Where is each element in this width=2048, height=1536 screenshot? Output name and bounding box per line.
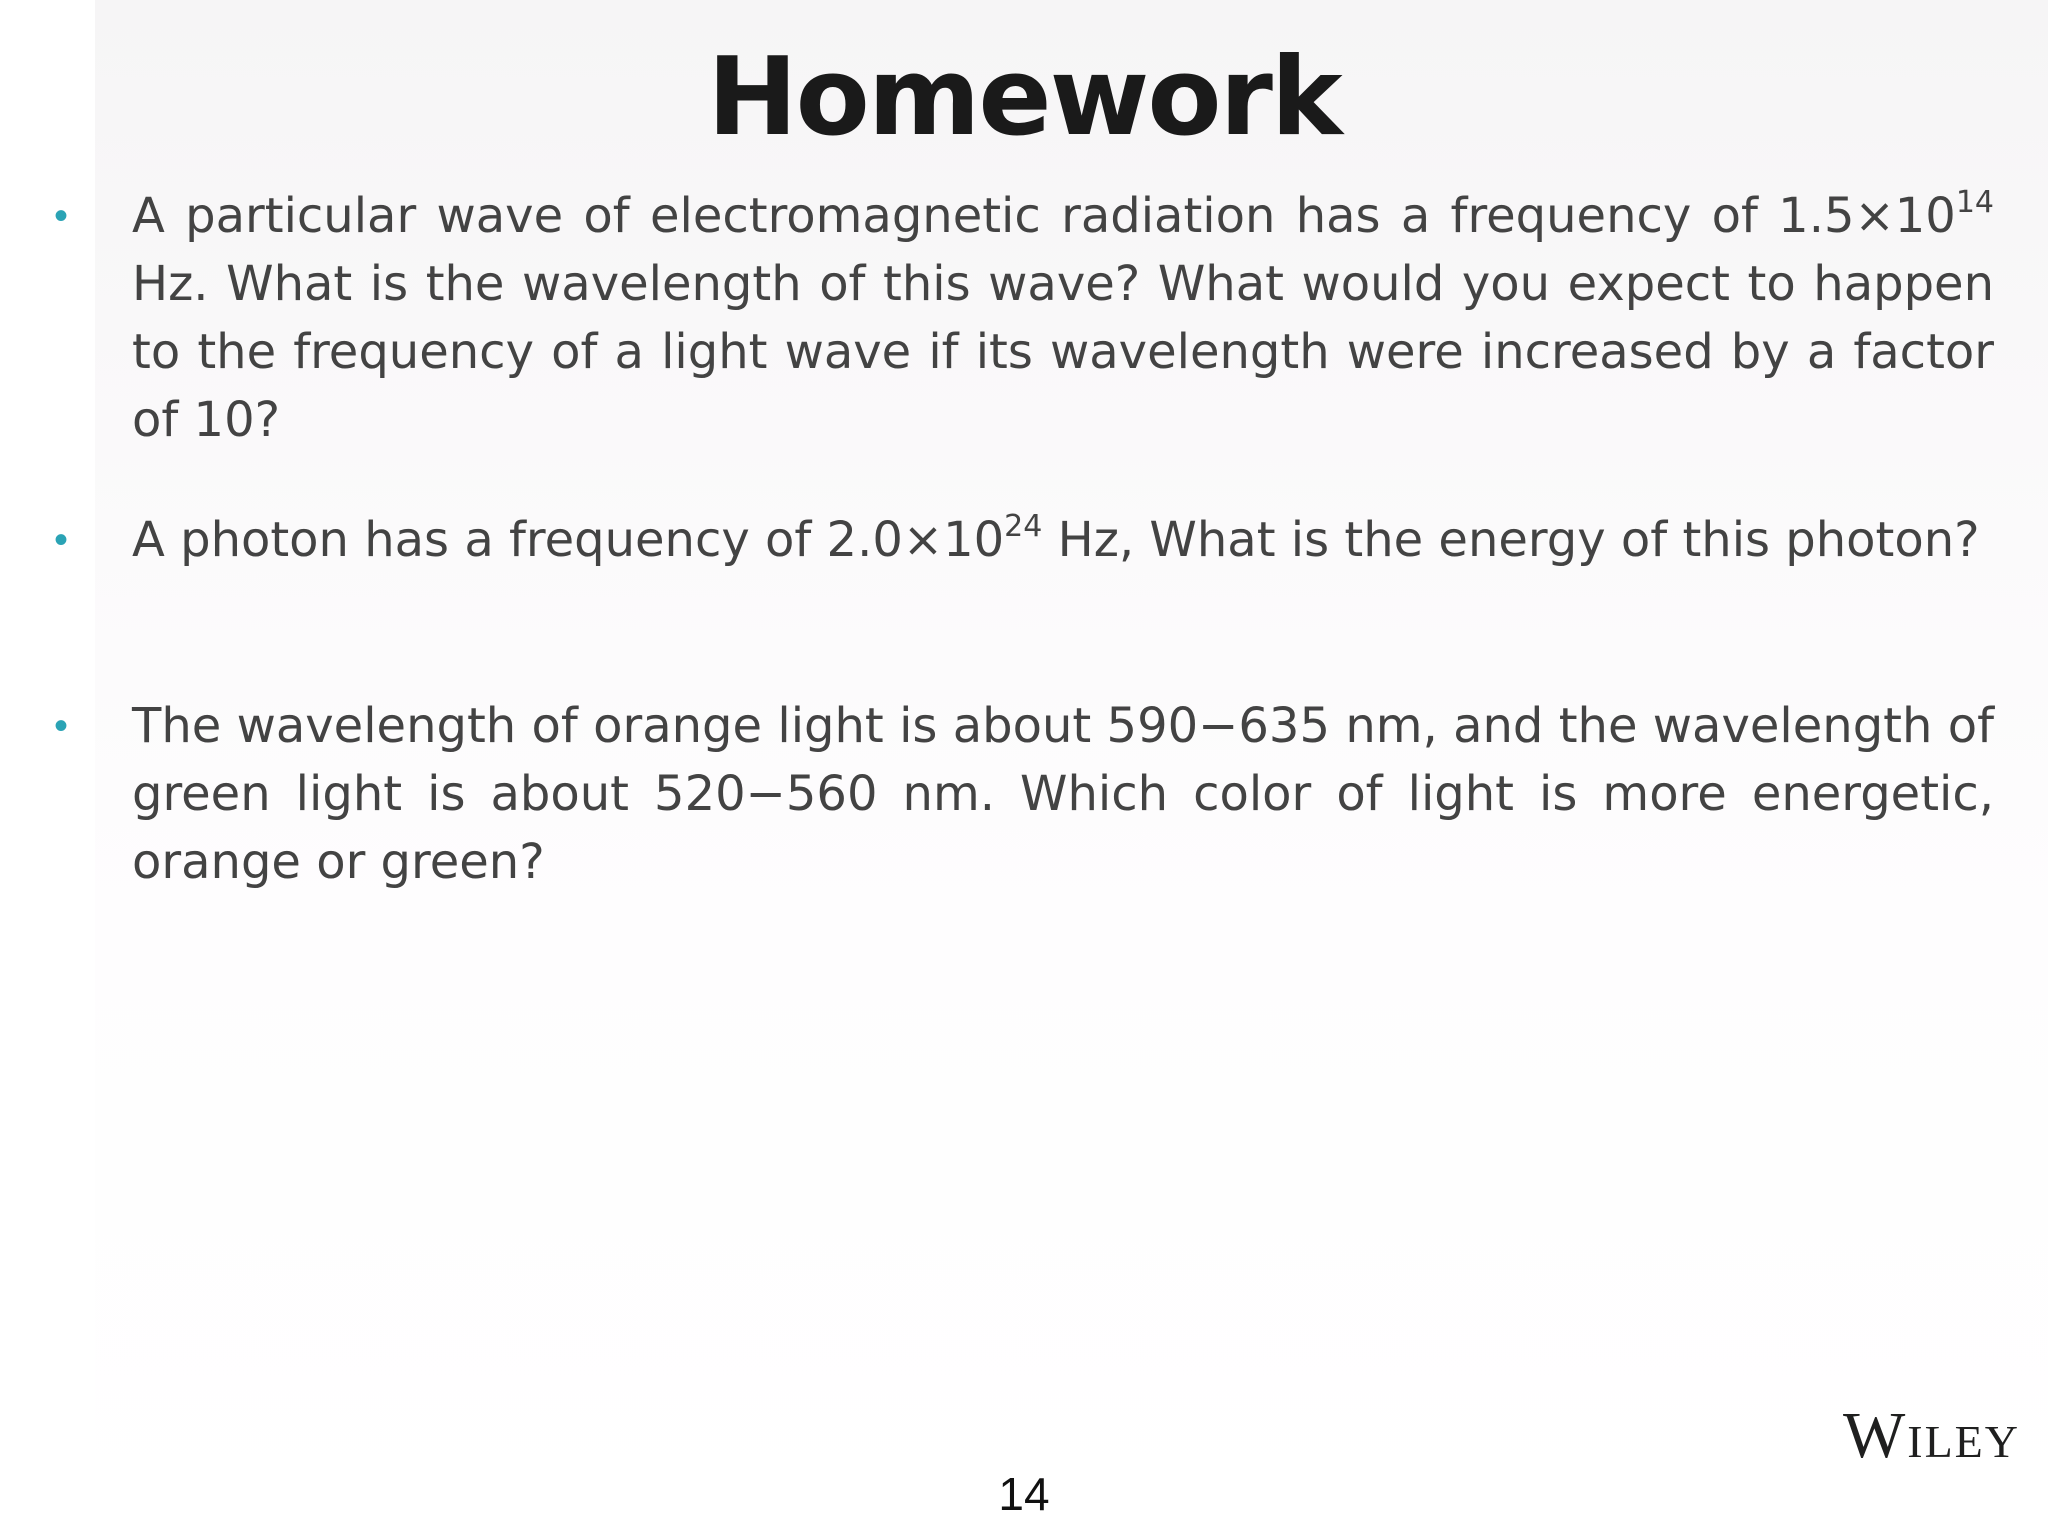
- bullet-text-part: A particular wave of electromagnetic radiation has a frequency of 1.5×10: [132, 188, 1956, 244]
- bullet-dot-icon: •: [54, 704, 69, 748]
- bullet-text-part: A photon has a frequency of 2.0×10: [132, 512, 1005, 568]
- bullet-text: [132, 506, 1994, 574]
- superscript-exponent: 24: [1004, 509, 1043, 544]
- superscript-exponent: 14: [1955, 185, 1994, 220]
- bullet-text-part: Hz, What is the energy of this photon?: [1042, 512, 1980, 568]
- publisher-logo: Wiley: [1842, 1399, 2020, 1472]
- bullet-dot-icon: •: [54, 518, 69, 562]
- slide-title: Homework: [707, 35, 1341, 160]
- slide-margin: [0, 0, 95, 1536]
- page-number: 14: [998, 1468, 1050, 1520]
- bullet-text-part: Hz. What is the wavelength of this wave? What would you expect to happen to the frequency of a light wave if its wavelength were increased by a factor of 10?: [132, 256, 1994, 448]
- bullet-dot-icon: •: [54, 194, 69, 238]
- bullet-text-part: The wavelength of orange light is about 590−635 nm, and the wavelength of green light is about 520−560 nm. Which color of light is more energetic, orange or green?: [132, 698, 1994, 890]
- bullet-text: [132, 182, 1994, 454]
- bullet-text: [132, 692, 1994, 896]
